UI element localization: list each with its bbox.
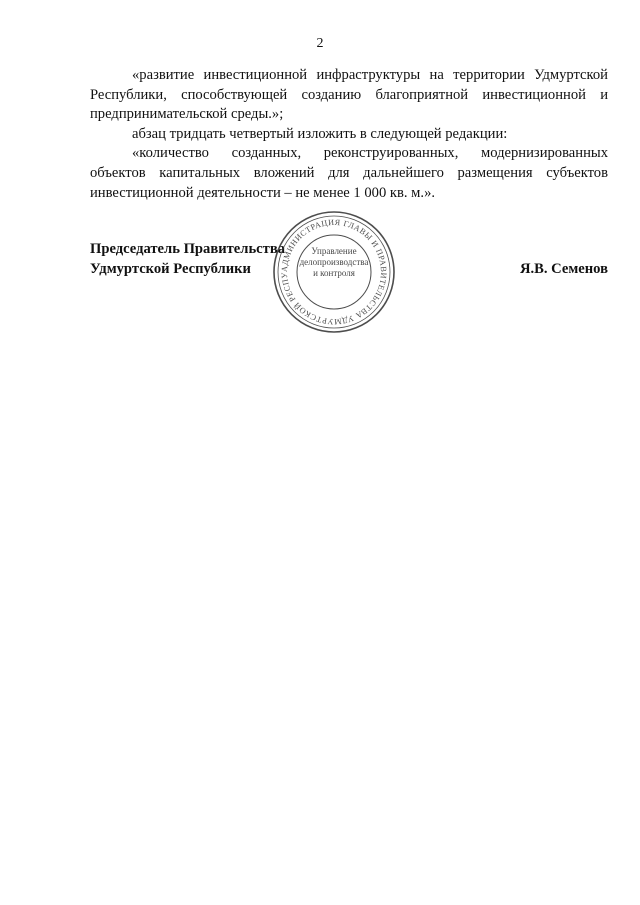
signatory-position	[90, 240, 285, 279]
document-body	[90, 66, 608, 203]
signatory-position-line-2: Удмуртской Республики	[90, 260, 251, 277]
paragraph-2: абзац тридцать четвертый изложить в следующей редакции:	[132, 125, 508, 142]
seal-inner-line-1: Управление	[311, 246, 357, 256]
page-number: 2	[316, 36, 324, 51]
paragraph-1: «развитие инвестиционной инфраструктуры на территории Удмуртской Республики, способствующей созданию благоприятной инвестиционной и предпринимательской среды.»;	[90, 67, 608, 123]
signatory-name: Я.В. Семенов	[519, 260, 608, 277]
signatory-position-line-1: Председатель Правительства	[90, 241, 286, 257]
official-seal	[270, 208, 398, 336]
paragraph-3: «количество созданных, реконструированных, модернизированных объектов капитальных вложений для дальнейшего размещения субъектов инвестиционной деятельности – не менее 1 000 кв. м.».	[90, 145, 608, 201]
seal-inner-line-3: и контроля	[313, 268, 355, 278]
seal-ring-text: АДМИНИСТРАЦИЯ ГЛАВЫ И ПРАВИТЕЛЬСТВА УДМУРТСКОЙ РЕСПУ	[279, 217, 389, 327]
seal-inner-line-2: делопроизводства	[299, 257, 369, 267]
seal-inner-text	[270, 246, 398, 279]
